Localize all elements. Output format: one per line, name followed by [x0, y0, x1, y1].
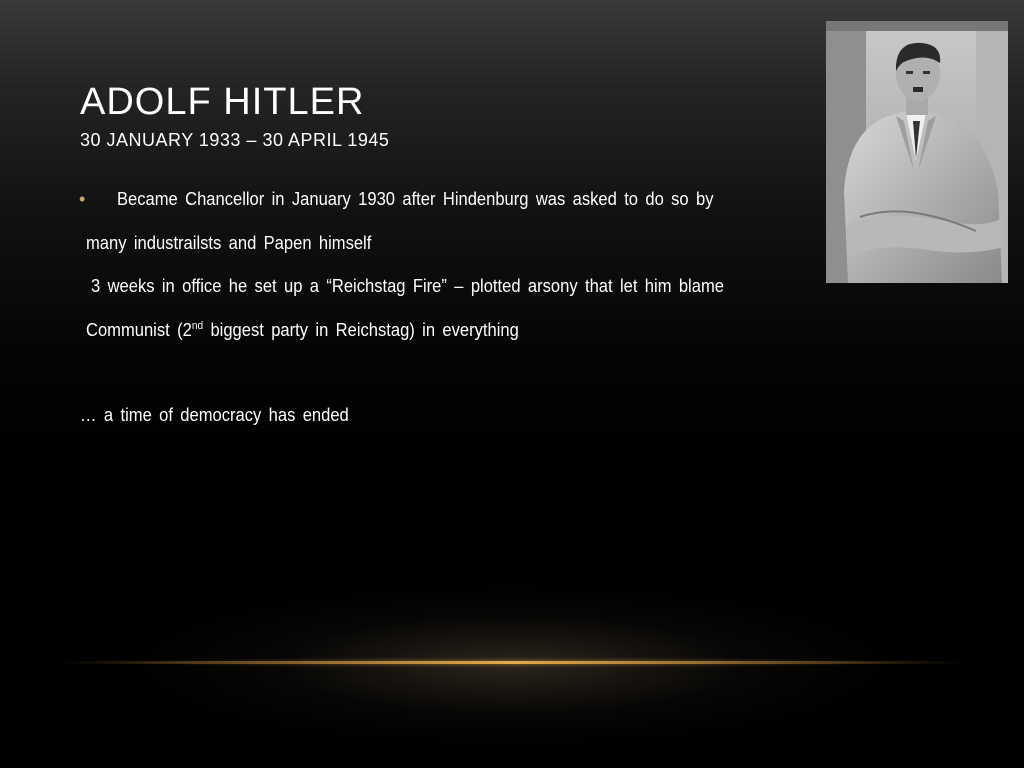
portrait-image [826, 21, 1008, 283]
body-line-4 [86, 320, 519, 341]
body-line-4-before: Communist (2 [86, 320, 192, 340]
slide-subtitle: 30 JANUARY 1933 – 30 APRIL 1945 [80, 130, 390, 150]
accent-divider-line [60, 661, 964, 664]
slide-title: ADOLF HITLER [80, 81, 365, 123]
portrait-photo [826, 21, 1008, 283]
body-line-1: Became Chancellor in January 1930 after Hindenburg was asked to do so by [117, 189, 714, 209]
bullet-icon: • [79, 189, 86, 209]
body-line-3: 3 weeks in office he set up a “Reichstag Fire” – plotted arsony that let him blame [91, 276, 724, 296]
body-line-5: … a time of democracy has ended [80, 405, 349, 425]
body-line-2: many industrailsts and Papen himself [86, 233, 372, 253]
body-line-4-superscript: nd [191, 320, 204, 332]
body-line-4-after: biggest party in Reichstag) in everything [203, 320, 519, 340]
